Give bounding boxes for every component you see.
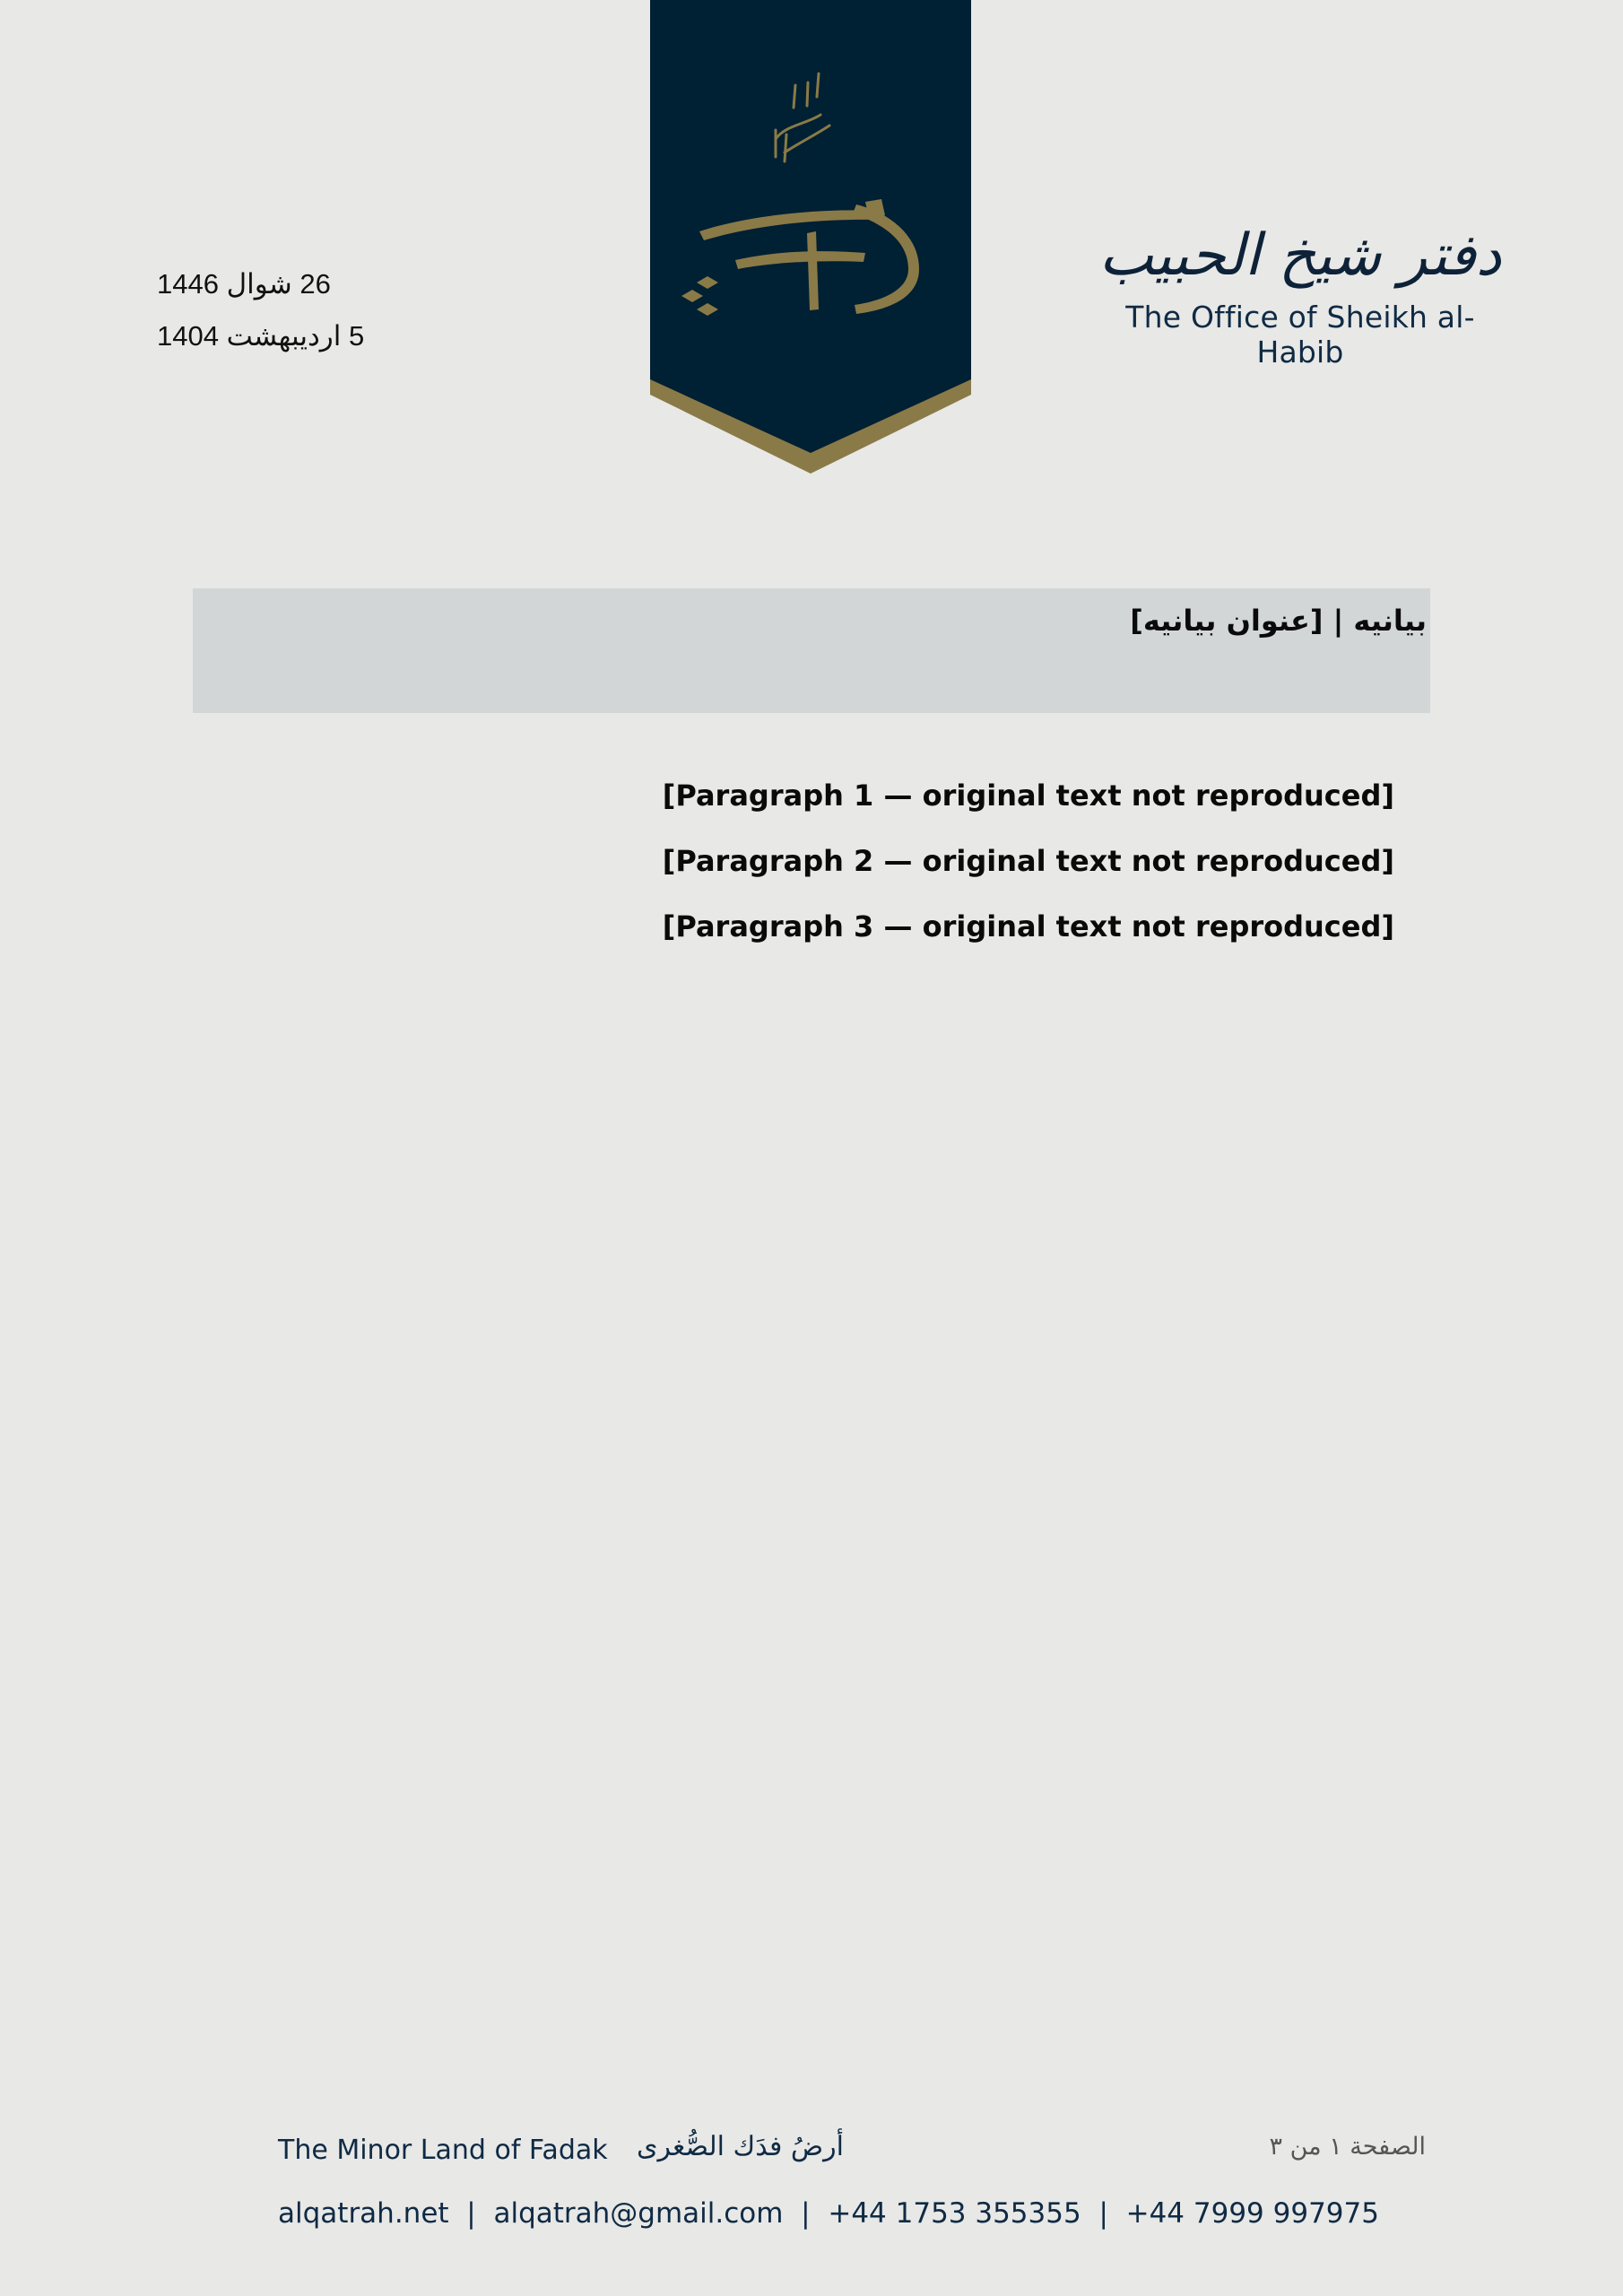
brand-english-name: The Office of Sheikh al-Habib <box>1125 300 1475 370</box>
brand-arabic-name: دفتر شیخ الحبیب <box>1098 222 1502 289</box>
phone-1[interactable]: +44 1753 355355 <box>828 2197 1081 2230</box>
separator: | <box>801 2197 811 2230</box>
fadak-arabic: أرضُ فدَك الصُّغرى <box>637 2131 844 2162</box>
body-paragraph: [Paragraph 2 — original text not reproduced] <box>662 844 1394 878</box>
fadak-english: The Minor Land of Fadak <box>278 2135 608 2166</box>
brand-block <box>1098 215 1502 370</box>
banner-graphic <box>650 0 971 474</box>
footer-top-row <box>278 2131 1426 2179</box>
statement-title-box <box>193 588 1430 713</box>
hijri-date: 26 شوال 1446 <box>157 268 331 300</box>
statement-title: بیانیه | [عنوان بیانیه] <box>1130 604 1427 638</box>
phone-2[interactable]: +44 7999 997975 <box>1125 2197 1379 2230</box>
footer-contact <box>278 2197 1379 2230</box>
document-dates <box>157 258 364 362</box>
body-paragraph: [Paragraph 1 — original text not reproduced] <box>662 778 1394 813</box>
page-indicator: الصفحة ١ من ٣ <box>1269 2133 1426 2161</box>
website-link[interactable]: alqatrah.net <box>278 2197 449 2230</box>
separator: | <box>1098 2197 1108 2230</box>
banner-navy-body <box>650 0 971 453</box>
solar-date: 5 اردیبهشت 1404 <box>157 320 365 352</box>
statement-body <box>193 770 1430 966</box>
separator: | <box>466 2197 476 2230</box>
email-link[interactable]: alqatrah@gmail.com <box>493 2197 784 2230</box>
logo-banner <box>650 0 971 474</box>
body-paragraph: [Paragraph 3 — original text not reproduced] <box>662 909 1394 944</box>
